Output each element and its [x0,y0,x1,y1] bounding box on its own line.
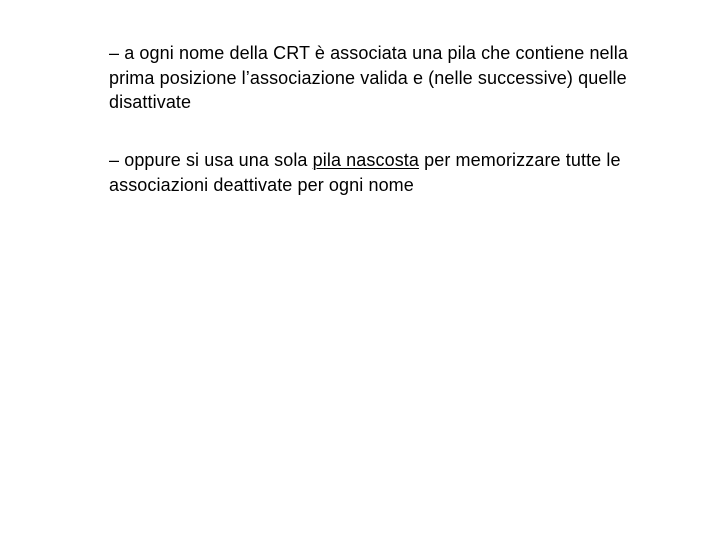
bullet-hidden-stack-text-before: – oppure si usa una sola [109,150,313,170]
bullet-hidden-stack-text-after: per memorizzare tutte le associazioni deattivate per ogni nome [109,150,621,195]
bullet-hidden-stack [109,148,669,197]
bullet-crt-stack-per-name: – a ogni nome della CRT è associata una pila che contiene nella prima posizione l’associazione valida e (nelle successive) quelle disattivate [109,43,628,112]
hidden-stack-term: pila nascosta [312,150,420,170]
